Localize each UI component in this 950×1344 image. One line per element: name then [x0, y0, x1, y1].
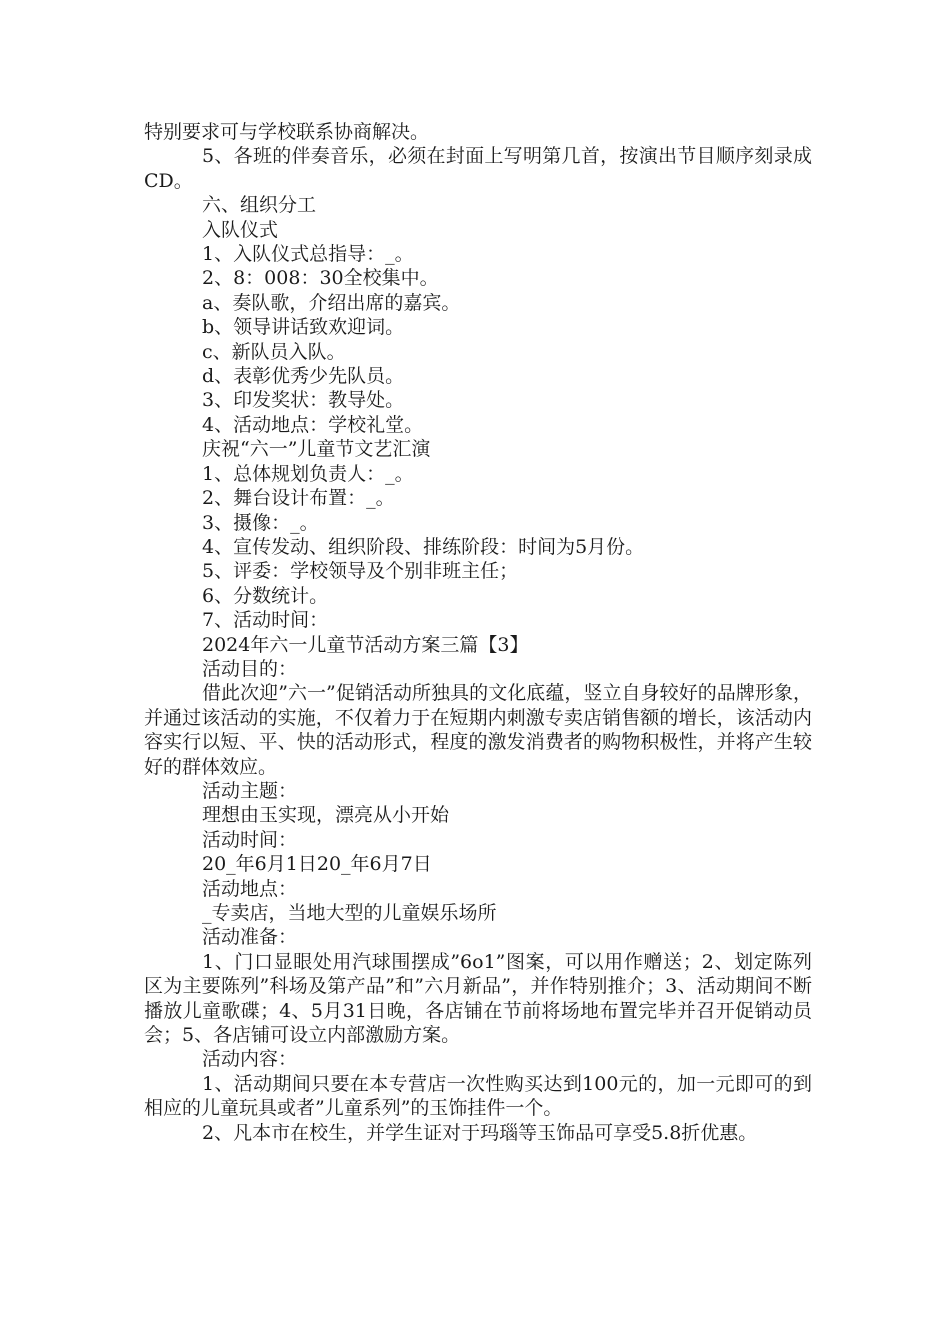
paragraph: 理想由玉实现，漂亮从小开始: [202, 804, 450, 827]
list-item: c、新队员入队。: [202, 340, 346, 363]
list-item: 7、活动时间：: [202, 609, 329, 632]
paragraph: 1、活动期间只要在本专营店一次性购买达到100元的，加一元即可的到相应的儿童玩具或者”儿童系列”的玉饰挂件一个。: [144, 1072, 812, 1120]
list-item: 3、印发奖状：教导处。: [202, 389, 405, 412]
paragraph: 特别要求可与学校联系协商解决。: [144, 121, 430, 143]
subsection-heading: 入队仪式: [202, 218, 279, 241]
list-item: 1、入队仪式总指导：_。: [202, 243, 414, 266]
list-item: d、表彰优秀少先队员。: [202, 365, 405, 388]
paragraph: _专卖店，当地大型的儿童娱乐场所: [202, 902, 497, 924]
paragraph: 20_年6月1日20_年6月7日: [202, 853, 432, 876]
list-item: b、领导讲话致欢迎词。: [202, 316, 405, 339]
list-item: 2、8：008：30全校集中。: [202, 267, 439, 290]
paragraph: 5、各班的伴奏音乐，必须在封面上写明第几首，按演出节目顺序刻录成CD。: [144, 145, 812, 192]
document-heading: 2024年六一儿童节活动方案三篇【3】: [202, 633, 529, 656]
list-item: 1、总体规划负责人：_。: [202, 462, 414, 485]
list-item: 2、舞台设计布置：_。: [202, 487, 395, 510]
paragraph: 1、门口显眼处用汽球围摆成”6o1”图案，可以用作赠送；2、划定陈列区为主要陈列”科场及第产品”和”六月新品”，并作特别推介；3、活动期间不断播放儿童歌碟；4、5月31日晚，各店铺在节前将场地布置完毕并召开促销动员会；5、各店铺可设立内部激励方案。: [144, 950, 812, 1047]
document-page: [144, 120, 812, 1145]
field-label: 活动时间：: [202, 828, 298, 851]
field-label: 活动主题：: [202, 779, 298, 802]
field-label: 活动准备：: [202, 926, 298, 949]
list-item: 4、宣传发动、组织阶段、排练阶段：时间为5月份。: [202, 535, 645, 558]
subsection-heading: 庆祝“六一”儿童节文艺汇演: [202, 438, 431, 461]
list-item: a、奏队歌，介绍出席的嘉宾。: [202, 291, 461, 314]
paragraph: 2、凡本市在校生，并学生证对于玛瑙等玉饰品可享受5.8折优惠。: [202, 1121, 758, 1144]
list-item: 6、分数统计。: [202, 584, 329, 607]
list-item: 3、摄像：_。: [202, 511, 319, 534]
list-item: 4、活动地点：学校礼堂。: [202, 413, 424, 436]
field-label: 活动内容：: [202, 1048, 298, 1071]
list-item: 5、评委：学校领导及个别非班主任；: [202, 560, 519, 583]
field-label: 活动地点：: [202, 877, 298, 900]
field-label: 活动目的：: [202, 657, 298, 680]
paragraph: 借此次迎”六一”促销活动所独具的文化底蕴，竖立自身较好的品牌形象，并通过该活动的实施，不仅着力于在短期内刺激专卖店销售额的增长，该活动内容实行以短、平、快的活动形式，程度的激发消费者的购物积极性，并将产生较好的群体效应。: [144, 682, 812, 778]
section-heading: 六、组织分工: [202, 194, 317, 217]
